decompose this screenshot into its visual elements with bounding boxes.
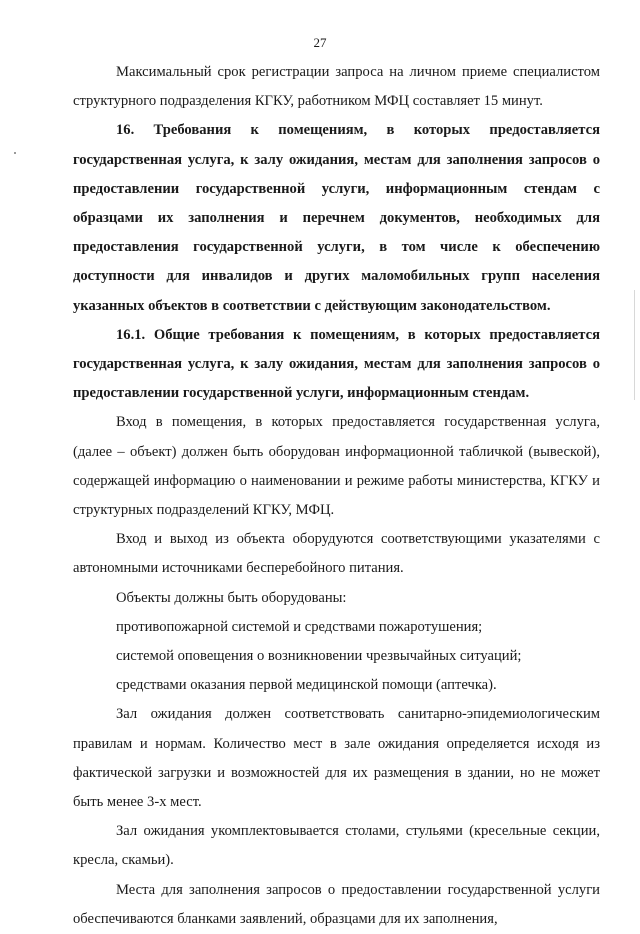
scan-dot-mark <box>14 152 16 154</box>
section-16-heading: 16. Требования к помещениям, в которых предоставляется государственная услуга, к залу ожидания, местам для заполнения запросов о предоставлении государственной услуги, информационным стендам с образцами их заполнения и перечнем документов, необходимых для предоставления государственной услуги, в том числе к обеспечению доступности для инвалидов и других маломобильных групп населения указанных объектов в соответствии с действующим законодательством. <box>73 122 600 314</box>
paragraph-request-places: Места для заполнения запросов о предоставлении государственной услуги обеспечиваются бланками заявлений, образцами для их заполнения, <box>73 881 600 927</box>
page-number: 27 <box>313 35 327 50</box>
list-item-fire-system: противопожарной системой и средствами пожаротушения; <box>116 618 483 635</box>
section-16-1-heading: 16.1. Общие требования к помещениям, в которых предоставляется государственная услуга, к залу ожидания, местам для заполнения запросов о предоставлении государственной услуги, информационным стендам. <box>73 326 600 402</box>
paragraph-waiting-room-furniture: Зал ожидания укомплектовывается столами, стульями (кресельные секции, кресла, скамьи). <box>73 823 600 869</box>
paragraph-equipment-intro: Объекты должны быть оборудованы: <box>116 589 347 606</box>
paragraph-waiting-room: Зал ожидания должен соответствовать санитарно-эпидемиологическим правилам и нормам. Количество мест в зале ожидания определяется исходя из фактической загрузки и возможностей для их размещения в здании, но не может быть менее 3-х мест. <box>73 706 600 811</box>
document-body <box>73 58 600 934</box>
paragraph-entrance-sign: Вход в помещения, в которых предоставляется государственная услуга, (далее – объект) должен быть оборудован информационной табличкой (вывеской), содержащей информацию о наименовании и режиме работы министерства, КГКУ и структурных подразделений КГКУ, МФЦ. <box>73 414 600 519</box>
paragraph-registration-time: Максимальный срок регистрации запроса на личном приеме специалистом структурного подразделения КГКУ, работником МФЦ составляет 15 минут. <box>73 64 600 110</box>
paragraph-entrance-exit: Вход и выход из объекта оборудуются соответствующими указателями с автономными источниками бесперебойного питания. <box>73 531 600 577</box>
list-item-alert-system: системой оповещения о возникновении чрезвычайных ситуаций; <box>116 648 522 665</box>
scan-margin-line <box>634 290 635 400</box>
list-item-first-aid: средствами оказания первой медицинской помощи (аптечка). <box>116 677 497 694</box>
